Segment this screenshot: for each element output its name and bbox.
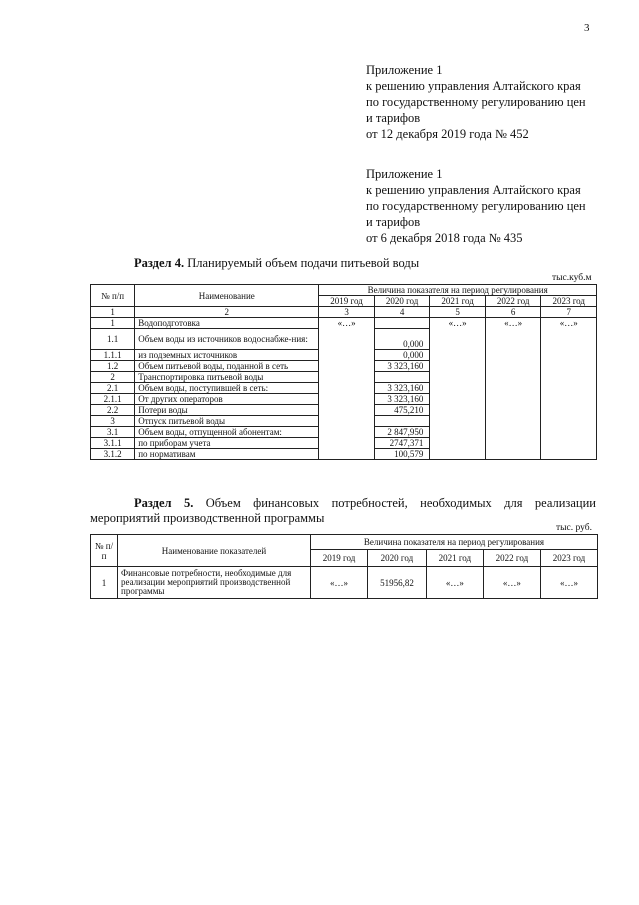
- header-year: 2020 год: [368, 550, 427, 567]
- header-year: 2023 год: [540, 550, 597, 567]
- column-number: 3: [319, 307, 375, 318]
- value-2020: [374, 318, 430, 329]
- header-year: 2021 год: [426, 550, 483, 567]
- row-num: 2.2: [91, 405, 135, 416]
- row-num: 3: [91, 416, 135, 427]
- row-num: 2.1.1: [91, 394, 135, 405]
- value-2020: 2747,371: [374, 438, 430, 449]
- appendix-header-current: [366, 62, 586, 142]
- row-name: Потери воды: [135, 405, 319, 416]
- appendix-line: Приложение 1: [366, 167, 443, 181]
- row-num: 1: [91, 567, 118, 599]
- header-period: Величина показателя на период регулирования: [311, 535, 598, 550]
- column-number: 6: [485, 307, 541, 318]
- row-name: Водоподготовка: [135, 318, 319, 329]
- appendix-line: к решению управления Алтайского края: [366, 79, 581, 93]
- appendix-line: от 12 декабря 2019 года № 452: [366, 127, 529, 141]
- value-2020: 2 847,950: [374, 427, 430, 438]
- header-year: 2019 год: [311, 550, 368, 567]
- header-year: 2022 год: [485, 296, 541, 307]
- row-num: 2: [91, 372, 135, 383]
- appendix-line: Приложение 1: [366, 63, 443, 77]
- header-num: № п/п: [91, 285, 135, 307]
- value-2019: «…»: [311, 567, 368, 599]
- value-2021: «…»: [426, 567, 483, 599]
- table-row: [91, 567, 598, 599]
- value-2023: «…»: [540, 567, 597, 599]
- value-2020: 51956,82: [368, 567, 427, 599]
- appendix-line: и тарифов: [366, 111, 421, 125]
- appendix-line: по государственному регулированию цен: [366, 95, 586, 109]
- appendix-line: по государственному регулированию цен: [366, 199, 586, 213]
- value-2020: 3 323,160: [374, 383, 430, 394]
- section4-table: [90, 284, 597, 460]
- value-2020: 3 323,160: [374, 361, 430, 372]
- value-2020: 475,210: [374, 405, 430, 416]
- value-2022: «…»: [483, 567, 540, 599]
- row-name: Объем питьевой воды, поданной в сеть: [135, 361, 319, 372]
- appendix-line: от 6 декабря 2018 года № 435: [366, 231, 523, 245]
- row-name: От других операторов: [135, 394, 319, 405]
- row-name: Транспортировка питьевой воды: [135, 372, 319, 383]
- row-name: Финансовые потребности, необходимые для реализации мероприятий производственной программы: [118, 567, 311, 599]
- row-name: из подземных источников: [135, 350, 319, 361]
- column-number: 7: [541, 307, 597, 318]
- row-num: 2.1: [91, 383, 135, 394]
- value-2020: 3 323,160: [374, 394, 430, 405]
- appendix-header-previous: [366, 166, 586, 246]
- section4-title-text: Планируемый объем подачи питьевой воды: [184, 256, 420, 270]
- appendix-line: и тарифов: [366, 215, 421, 229]
- section4-title-bold: Раздел 4.: [134, 256, 185, 270]
- header-num: № п/ п: [91, 535, 118, 567]
- row-name: Объем воды, поступившей в сеть:: [135, 383, 319, 394]
- section5-table: [90, 534, 598, 599]
- header-period: Величина показателя на период регулирования: [319, 285, 597, 296]
- header-year: 2023 год: [541, 296, 597, 307]
- value-2020: [374, 416, 430, 427]
- row-name: Объем воды, отпущенной абонентам:: [135, 427, 319, 438]
- column-number: 5: [430, 307, 486, 318]
- header-name: Наименование показателей: [118, 535, 311, 567]
- row-num: 1.2: [91, 361, 135, 372]
- value-2021: «…»: [430, 318, 486, 460]
- section5-unit: тыс. руб.: [556, 523, 592, 533]
- row-name: Отпуск питьевой воды: [135, 416, 319, 427]
- value-2020: 100,579: [374, 449, 430, 460]
- table-row: [91, 318, 597, 329]
- column-number: 4: [374, 307, 430, 318]
- row-num: 1.1.1: [91, 350, 135, 361]
- value-2020: 0,000: [374, 350, 430, 361]
- row-num: 3.1.1: [91, 438, 135, 449]
- column-number: 2: [135, 307, 319, 318]
- value-2023: «…»: [541, 318, 597, 460]
- row-num: 3.1.2: [91, 449, 135, 460]
- row-num: 3.1: [91, 427, 135, 438]
- section4-title: [134, 256, 419, 271]
- header-year: 2020 год: [374, 296, 430, 307]
- section5-title-line1: [134, 495, 596, 511]
- header-year: 2022 год: [483, 550, 540, 567]
- section4-unit: тыс.куб.м: [552, 273, 592, 283]
- header-year: 2021 год: [430, 296, 486, 307]
- row-name: Объем воды из источников водоснабже-ния:: [135, 329, 319, 350]
- value-2019: «…»: [319, 318, 375, 460]
- value-2022: «…»: [485, 318, 541, 460]
- row-name: по нормативам: [135, 449, 319, 460]
- section5-title-bold: Раздел 5.: [134, 496, 194, 510]
- section5-title-text: Объем финансовых потребностей, необходимых для реализации: [193, 496, 596, 510]
- header-year: 2019 год: [319, 296, 375, 307]
- value-2020: 0,000: [374, 329, 430, 350]
- column-number: 1: [91, 307, 135, 318]
- value-2020: [374, 372, 430, 383]
- header-name: Наименование: [135, 285, 319, 307]
- row-num: 1: [91, 318, 135, 329]
- row-num: 1.1: [91, 329, 135, 350]
- page-number: 3: [584, 22, 590, 34]
- section5-title-line2: мероприятий производственной программы: [90, 511, 325, 525]
- row-name: по приборам учета: [135, 438, 319, 449]
- appendix-line: к решению управления Алтайского края: [366, 183, 581, 197]
